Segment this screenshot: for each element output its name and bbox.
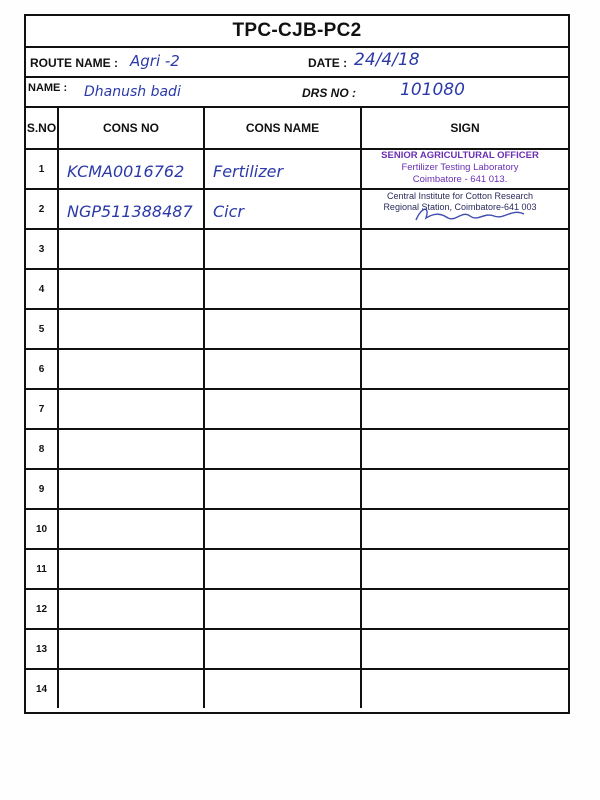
table-row bbox=[26, 509, 568, 549]
cons-no-value: KCMA0016762 bbox=[67, 162, 185, 181]
row-cons-name bbox=[204, 229, 361, 269]
row-cons-name bbox=[204, 509, 361, 549]
consignment-table bbox=[26, 108, 568, 708]
row-sno: 6 bbox=[26, 349, 58, 389]
name-label: NAME : bbox=[28, 82, 68, 94]
row-sign bbox=[361, 469, 568, 509]
row-cons-name bbox=[204, 349, 361, 389]
row-cons-name bbox=[204, 309, 361, 349]
stamp-line: Fertilizer Testing Laboratory bbox=[401, 162, 519, 173]
table-row bbox=[26, 309, 568, 349]
row-cons-name bbox=[204, 269, 361, 309]
route-date-row bbox=[26, 48, 568, 78]
row-sno: 9 bbox=[26, 469, 58, 509]
row-cons-no bbox=[58, 269, 204, 309]
row-sno: 12 bbox=[26, 589, 58, 629]
table-row bbox=[26, 549, 568, 589]
row-sno: 13 bbox=[26, 629, 58, 669]
route-label: ROUTE NAME : bbox=[30, 56, 118, 70]
row-cons-name bbox=[204, 549, 361, 589]
sheet-title: TPC-CJB-PC2 bbox=[26, 16, 568, 48]
row-cons-no bbox=[58, 629, 204, 669]
row-sno: 14 bbox=[26, 669, 58, 708]
row-sno: 1 bbox=[26, 149, 58, 189]
row-sign bbox=[361, 309, 568, 349]
drs-label: DRS NO : bbox=[302, 86, 356, 100]
table-row bbox=[26, 229, 568, 269]
header-cons-no: CONS NO bbox=[58, 108, 204, 149]
row-sno: 4 bbox=[26, 269, 58, 309]
row-cons-name bbox=[204, 469, 361, 509]
row-cons-name bbox=[204, 429, 361, 469]
table-row bbox=[26, 149, 568, 189]
row-cons-name bbox=[204, 589, 361, 629]
row-cons-no bbox=[58, 469, 204, 509]
row-sno: 11 bbox=[26, 549, 58, 589]
route-value: Agri -2 bbox=[130, 52, 180, 70]
row-cons-no bbox=[58, 429, 204, 469]
row-cons-name bbox=[204, 149, 361, 189]
row-cons-no bbox=[58, 509, 204, 549]
row-sign bbox=[361, 269, 568, 309]
date-value: 24/4/18 bbox=[354, 50, 420, 70]
header-sno: S.NO bbox=[26, 108, 58, 149]
row-cons-no bbox=[58, 589, 204, 629]
stamp-line: Regional Station, Coimbatore-641 003 bbox=[383, 202, 537, 212]
row-sign bbox=[361, 429, 568, 469]
table-header-row bbox=[26, 108, 568, 149]
stamp-line: Central Institute for Cotton Research bbox=[386, 191, 534, 201]
table-row bbox=[26, 349, 568, 389]
stamp-line: Coimbatore - 641 013. bbox=[412, 174, 508, 185]
drs-value: 101080 bbox=[400, 80, 465, 100]
cons-no-value: NGP511388487 bbox=[67, 202, 193, 221]
row-sno: 7 bbox=[26, 389, 58, 429]
date-label: DATE : bbox=[308, 56, 348, 70]
cons-name-value: Cicr bbox=[213, 202, 244, 221]
table-row bbox=[26, 189, 568, 229]
officer-stamp bbox=[365, 150, 555, 186]
stamp-line: SENIOR AGRICULTURAL OFFICER bbox=[381, 150, 539, 161]
row-sign bbox=[361, 549, 568, 589]
row-sno: 8 bbox=[26, 429, 58, 469]
table-row bbox=[26, 669, 568, 708]
name-drs-row bbox=[26, 78, 568, 108]
row-cons-no bbox=[58, 549, 204, 589]
row-cons-no bbox=[58, 189, 204, 229]
row-cons-no bbox=[58, 389, 204, 429]
row-cons-no bbox=[58, 229, 204, 269]
row-cons-no bbox=[58, 149, 204, 189]
table-row bbox=[26, 429, 568, 469]
row-sign bbox=[361, 589, 568, 629]
cons-name-value: Fertilizer bbox=[213, 162, 284, 181]
row-sno: 3 bbox=[26, 229, 58, 269]
row-sign bbox=[361, 389, 568, 429]
signature-mark bbox=[412, 202, 532, 228]
row-sign bbox=[361, 149, 568, 189]
row-sign bbox=[361, 629, 568, 669]
row-cons-name bbox=[204, 629, 361, 669]
table-row bbox=[26, 589, 568, 629]
row-sign bbox=[361, 189, 568, 229]
row-sno: 5 bbox=[26, 309, 58, 349]
row-cons-no bbox=[58, 349, 204, 389]
row-sno: 2 bbox=[26, 189, 58, 229]
table-row bbox=[26, 469, 568, 509]
row-cons-name bbox=[204, 669, 361, 708]
row-sno: 10 bbox=[26, 509, 58, 549]
table-row bbox=[26, 629, 568, 669]
row-cons-name bbox=[204, 189, 361, 229]
delivery-sheet bbox=[24, 14, 570, 714]
header-sign: SIGN bbox=[361, 108, 568, 149]
row-sign bbox=[361, 349, 568, 389]
row-sign bbox=[361, 229, 568, 269]
row-cons-no bbox=[58, 309, 204, 349]
table-row bbox=[26, 389, 568, 429]
row-cons-name bbox=[204, 389, 361, 429]
row-cons-no bbox=[58, 669, 204, 708]
row-sign bbox=[361, 509, 568, 549]
row-sign bbox=[361, 669, 568, 708]
header-cons-name: CONS NAME bbox=[204, 108, 361, 149]
name-value: Dhanush badi bbox=[84, 84, 181, 100]
table-row bbox=[26, 269, 568, 309]
